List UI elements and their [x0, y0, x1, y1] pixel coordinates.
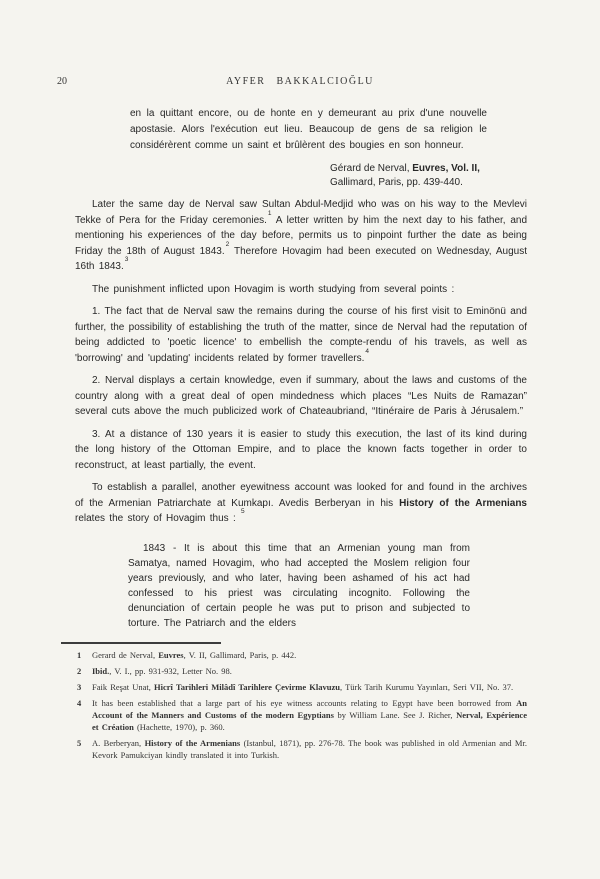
footnote-4-number: 4 — [77, 697, 82, 708]
attribution-line-1: Gérard de Nerval, Euvres, Vol. II, — [330, 163, 480, 174]
berberyan-block-quote: 1843 - It is about this time that an Armenian young man from Samatya, named Hovagim, who had accepted the Moslem religion four years previously, and who later, having been ashamed of his act had confessed to his priest was circulating incognito. Following the denunciation of certain people he was put to prison and subjected to torture. The Patriarch and the elders — [128, 542, 470, 629]
paragraph-parallel: To establish a parallel, another eyewitness account was looked for and found in the archives of the Armenian Patriarchate at Kumkapı. Avedis Berberyan in his History of the Armenians relates the story of Hovagim thus : $^5$ — [75, 482, 527, 524]
footnote-3 — [75, 681, 527, 693]
quote-attribution — [330, 162, 527, 189]
footnote-5-text: A. Berberyan, History of the Armenians (Istanbul, 1871), pp. 276-78. The book was published in old Armenian and Mr. Kevork Pamukciyan kindly translated it into Turkish. — [92, 737, 527, 760]
footnote-4 — [75, 697, 527, 733]
running-title: AYFER BAKKALCIOĞLU — [226, 76, 374, 87]
paragraph-point-2: 2. Nerval displays a certain knowledge, even if summary, about the laws and customs of the country along with a great deal of open mindedness which places “Les Nuits de Ramazan” several cuts above the much publicized work of Chateaubriand, “Itinéraire de Paris à Jérusalem.” — [75, 375, 527, 417]
footnote-5 — [75, 737, 527, 761]
footnote-1 — [75, 649, 527, 661]
footnote-5-number: 5 — [77, 737, 82, 748]
page-body — [75, 0, 527, 761]
footnote-1-number: 1 — [77, 649, 82, 660]
paragraph-point-3: 3. At a distance of 130 years it is easier to study this execution, the last of its kind during the long history of the Ottoman Empire, and to place the known facts together in order to reconstruct, at least partially, the event. — [75, 428, 527, 471]
paragraph-punishment: The punishment inflicted upon Hovagim is worth studying from several points : — [92, 283, 455, 295]
footnote-1-text: Gerard de Nerval, Euvres, V. II, Gallimard, Paris, p. 442. — [92, 649, 297, 660]
footnote-separator-rule — [61, 642, 221, 644]
footnote-3-text: Faik Reşat Unat, Hicrî Tarihleri Milâdî Tarihlere Çevirme Klavuzu, Türk Tarih Kurumu Yayınları, Seri VII, No. 37. — [92, 681, 514, 692]
footnote-2-number: 2 — [77, 665, 82, 676]
footnote-2 — [75, 665, 527, 677]
page-number: 20 — [57, 76, 67, 87]
footnote-3-number: 3 — [77, 681, 82, 692]
footnote-4-text: It has been established that a large part of his eye witness accounts relating to Egypt have been borrowed from An Account of the Manners and Customs of the modern Egyptians by William Lane. See J. Richer, Nerval, Expérience et Création (Hachette, 1970), p. 360. — [92, 697, 527, 732]
nerval-block-quote: en la quittant encore, ou de honte en y demeurant au prix d'une nouvelle apostasie. Alors l'exécution eut lieu. Beaucoup de gens de sa religion le considérèrent comme un saint et brûlèrent des bougies en son honneur. — [130, 108, 487, 151]
paragraph-point-1: 1. The fact that de Nerval saw the remains during the course of his first visit to Eminönü and further, the possibility of establishing the truth of the matter, since de Nerval had the reputation of being addicted to 'poetic licence' to embellish the compte-rendu of his travels, as well as 'borrowing' and 'updating' incidents related by former travellers.$^4$ — [75, 306, 527, 364]
paragraph-later-same-day: Later the same day de Nerval saw Sultan Abdul-Medjid who was on his way to the Mevlevi Tekke of Pera for the Friday ceremonies.$^1$ A letter written by him the next day to his father, and mentioning his experiences of the day before, permits us to pinpoint further the date as being Friday the 18th of August 1843.$^2$ Therefore Hovagim had been executed on Wednesday, August 16th 1843.$^3$ — [75, 199, 528, 272]
attribution-line-2: Gallimard, Paris, pp. 439-440. — [330, 176, 463, 188]
footnotes-list — [75, 649, 527, 761]
footnote-2-text: Ibid., V. I., pp. 931-932, Letter No. 98. — [92, 665, 232, 676]
